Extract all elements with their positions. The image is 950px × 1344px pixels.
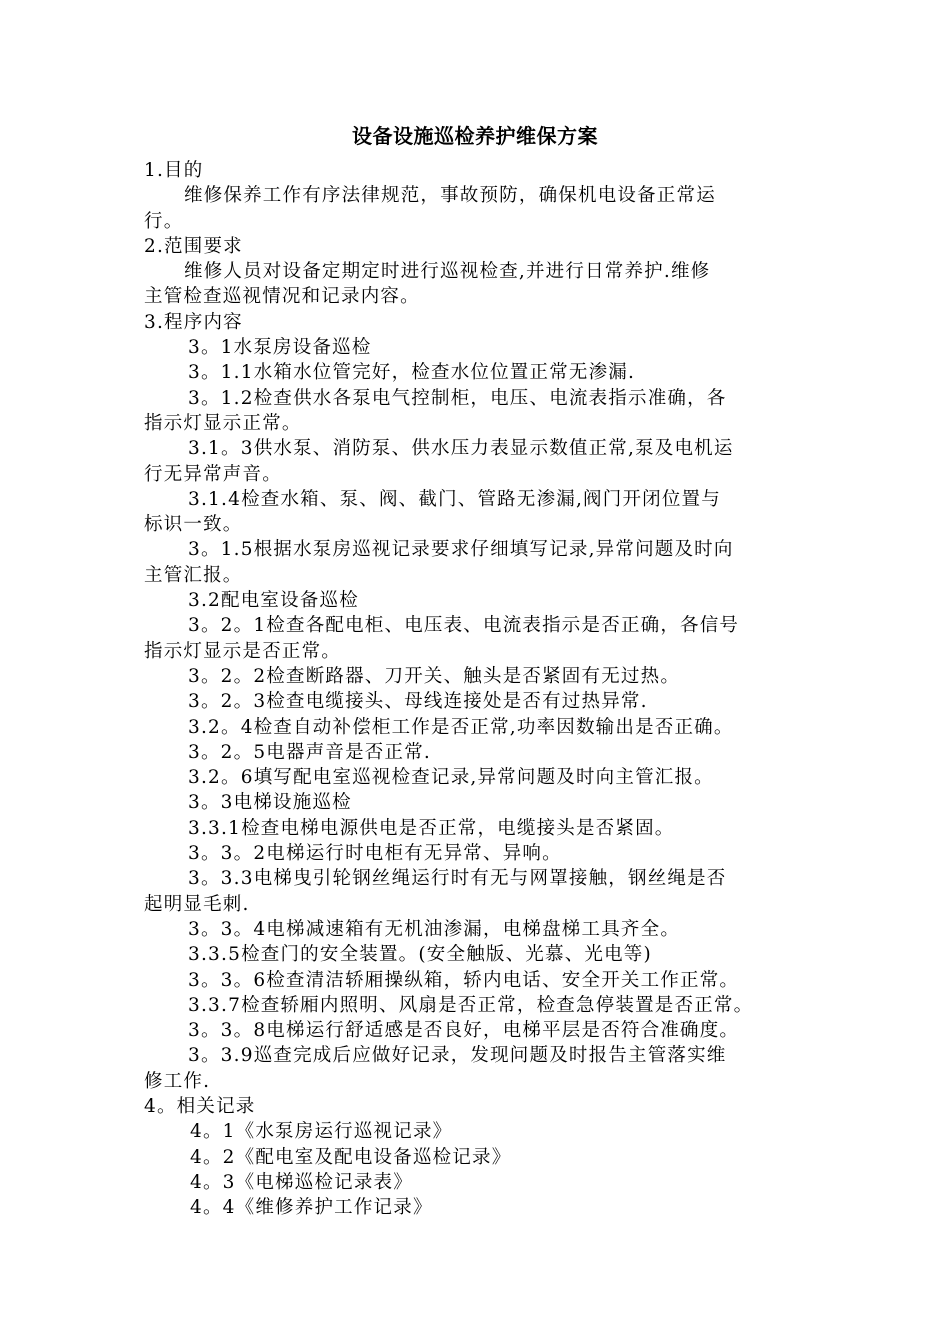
document-title: 设备设施巡检养护维保方案: [352, 124, 598, 148]
list-item-continuation: 起明显毛刺.: [144, 893, 250, 915]
list-item: 3.1。3供水泵、消防泵、供水压力表显示数值正常,泵及电机运: [188, 438, 734, 460]
list-item: 3。3。6检查清洁轿厢操纵箱，轿内电话、安全开关工作正常。: [188, 969, 740, 991]
list-item: 3。1.5根据水泵房巡视记录要求仔细填写记录,异常问题及时向: [188, 539, 734, 561]
list-item: 3.3.1检查电梯电源供电是否正常，电缆接头是否紧固。: [188, 817, 675, 839]
list-item: 3.3.7检查轿厢内照明、风扇是否正常，检查急停装置是否正常。: [188, 994, 754, 1016]
list-item: 3.3.5检查门的安全装置。(安全触版、光慕、光电等): [188, 944, 652, 966]
record-item: 4。2《配电室及配电设备巡检记录》: [190, 1146, 512, 1168]
list-item: 3。3.9巡查完成后应做好记录，发现问题及时报告主管落实维: [188, 1045, 727, 1067]
section-heading-purpose: 1.目的: [144, 160, 204, 181]
subsection-heading-pump-room: 3。1水泵房设备巡检: [188, 337, 372, 359]
paragraph-line: 维修人员对设备定期定时进行巡视检查,并进行日常养护.维修: [184, 261, 711, 283]
list-item: 3。1.2检查供水各泵电气控制柜，电压、电流表指示准确，各: [188, 387, 727, 409]
record-item: 4。4《维修养护工作记录》: [190, 1197, 433, 1219]
list-item: 3。3。4电梯减速箱有无机油渗漏，电梯盘梯工具齐全。: [188, 918, 681, 940]
record-item: 4。3《电梯巡检记录表》: [190, 1171, 413, 1193]
record-item: 4。1《水泵房运行巡视记录》: [190, 1121, 453, 1143]
list-item: 3。1.1水箱水位管完好，检查水位位置正常无渗漏.: [188, 362, 636, 384]
list-item: 3.1.4检查水箱、泵、阀、截门、管路无渗漏,阀门开闭位置与: [188, 488, 721, 510]
document-body: [144, 158, 814, 1220]
subsection-heading-power-room: 3.2配电室设备巡检: [188, 590, 359, 612]
paragraph-line: 主管检查巡视情况和记录内容。: [144, 286, 420, 308]
paragraph-line: 行。: [144, 210, 184, 232]
list-item: 3。2。1检查各配电柜、电压表、电流表指示是否正确，各信号: [188, 615, 740, 637]
list-item: 3。3.3电梯曳引轮钢丝绳运行时有无与网罩接触，钢丝绳是否: [188, 868, 727, 890]
list-item: 3。2。2检查断路器、刀开关、触头是否紧固有无过热。: [188, 665, 681, 687]
list-item-continuation: 指示灯显示正常。: [144, 412, 302, 434]
section-heading-scope: 2.范围要求: [144, 235, 243, 257]
list-item: 3。3。8电梯运行舒适感是否良好，电梯平层是否符合准确度。: [188, 1020, 740, 1042]
list-item-continuation: 标识一致。: [144, 514, 243, 536]
list-item: 3。2。3检查电缆接头、母线连接处是否有过热异常.: [188, 691, 648, 713]
list-item-continuation: 行无异常声音。: [144, 463, 282, 485]
list-item-continuation: 修工作.: [144, 1070, 211, 1092]
list-item-continuation: 指示灯显示是否正常。: [144, 640, 342, 662]
paragraph-line: 维修保养工作有序法律规范，事故预防，确保机电设备正常运: [184, 185, 716, 207]
list-item: 3。3。2电梯运行时电柜有无异常、异响。: [188, 843, 562, 865]
list-item: 3.2。6填写配电室巡视检查记录,异常问题及时向主管汇报。: [188, 767, 714, 789]
list-item-continuation: 主管汇报。: [144, 564, 243, 586]
section-heading-records: 4。相关记录: [144, 1095, 256, 1117]
list-item: 3.2。4检查自动补偿柜工作是否正常,功率因数输出是否正确。: [188, 716, 734, 738]
list-item: 3。2。5电器声音是否正常.: [188, 741, 431, 763]
subsection-heading-elevator: 3。3电梯设施巡检: [188, 792, 352, 814]
section-heading-procedure: 3.程序内容: [144, 311, 243, 333]
